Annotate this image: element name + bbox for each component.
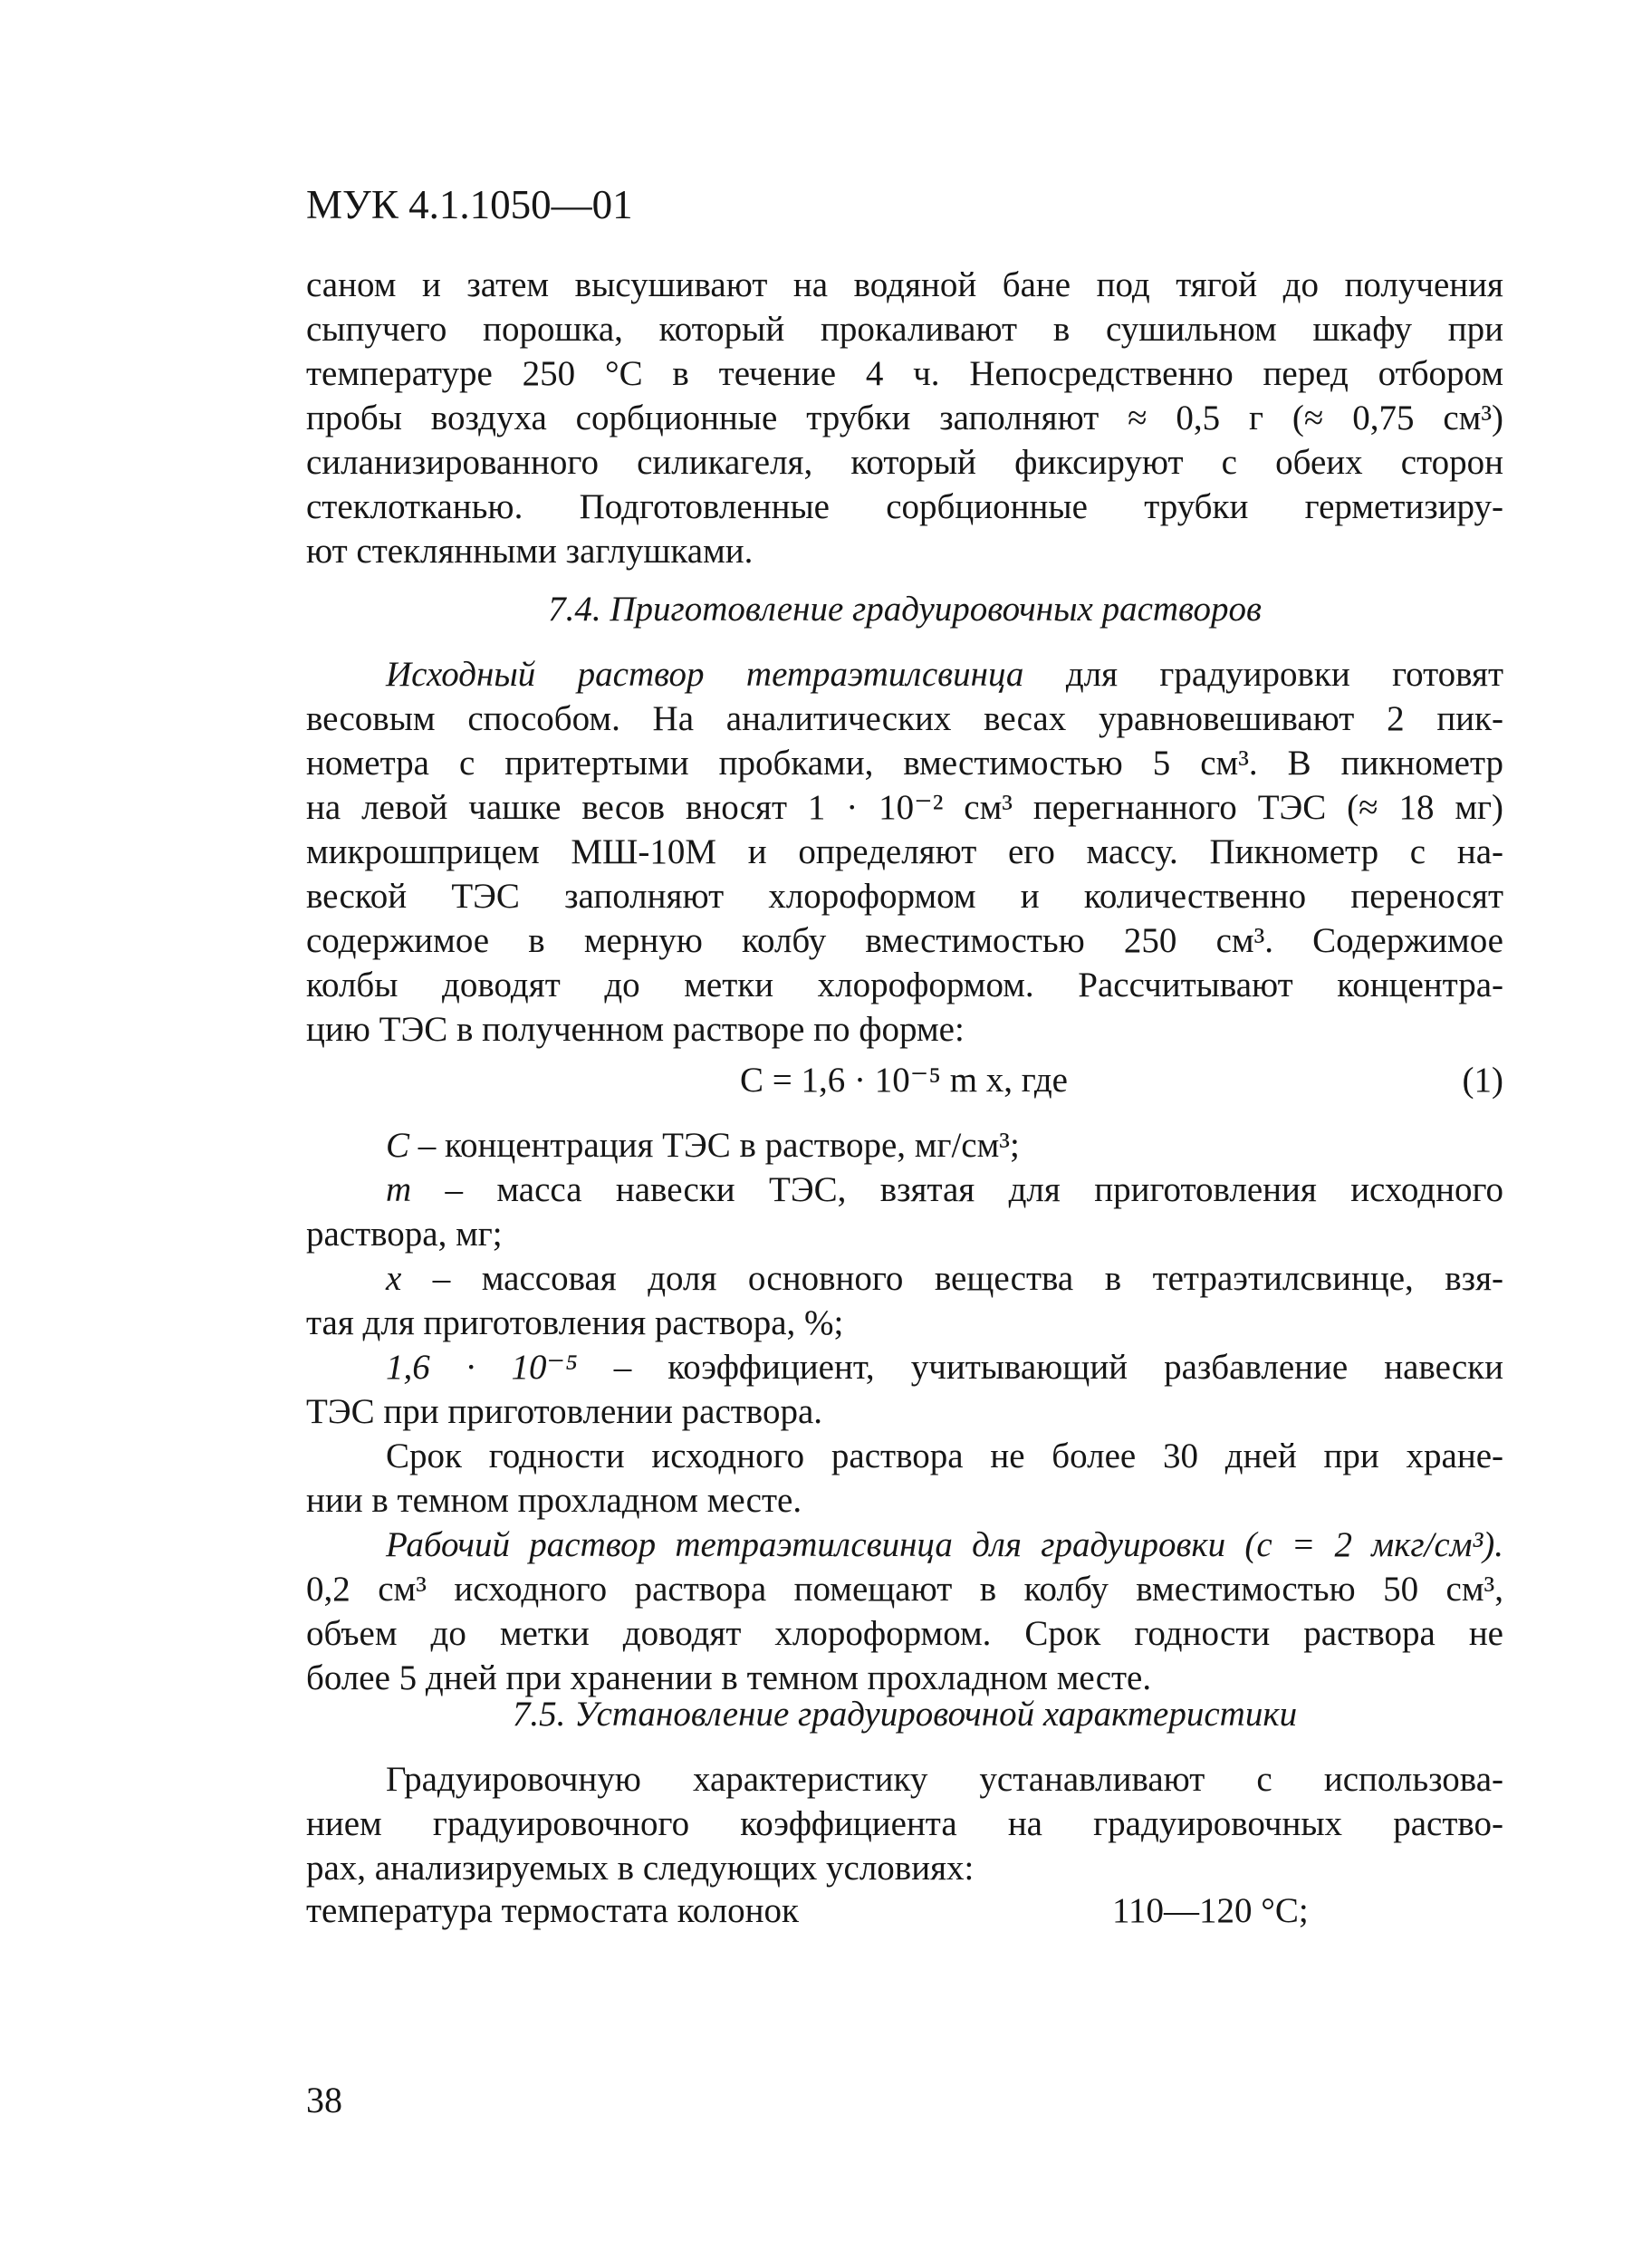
paragraph-working-solution <box>306 1523 1503 1700</box>
text-line: 0,2 см³ исходного раствора помещают в колбу вместимостью 50 см³, <box>306 1570 1503 1609</box>
condition-value: 110—120 °С; <box>1112 1891 1309 1930</box>
condition-label: температура термостата колонок <box>306 1891 799 1930</box>
text-line: ют стеклянными заглушками. <box>306 532 754 571</box>
symbol-c: С <box>386 1126 410 1165</box>
paragraph-sorbent-preparation <box>306 263 1503 573</box>
definition-text: – коэффициент, учитывающий разбавление навески <box>577 1348 1503 1387</box>
page-number: 38 <box>306 2080 342 2120</box>
paragraph-calibration <box>306 1757 1503 1890</box>
text-line: колбы доводят до метки хлороформом. Рассчитывают концентра- <box>306 966 1503 1004</box>
formula-expression: С = 1,6 · 10⁻⁵ m x, где <box>740 1061 1068 1100</box>
definition-coefficient <box>306 1345 1503 1389</box>
formula-number: (1) <box>1462 1061 1503 1100</box>
text-line: раствора, мг; <box>306 1215 503 1254</box>
text-line: объем до метки доводят хлороформом. Срок годности раствора не <box>306 1614 1503 1653</box>
formula-definitions <box>306 1123 1503 1434</box>
section-heading-7-4: 7.4. Приготовление градуировочных растворов <box>548 590 1262 629</box>
formula-row <box>306 1058 1503 1103</box>
text-line: микрошприцем МШ-10М и определяют его массу. Пикнометр с на- <box>306 832 1503 871</box>
definition-text: – массовая доля основного вещества в тетраэтилсвинце, взя- <box>401 1259 1503 1298</box>
text-line: нии в темном прохладном месте. <box>306 1481 802 1520</box>
text-line: тая для приготовления раствора, %; <box>306 1303 844 1342</box>
text-line: стеклотканью. Подготовленные сорбционные трубки герметизиру- <box>306 487 1503 526</box>
symbol-x: x <box>386 1259 402 1298</box>
paragraph-stock-solution <box>306 652 1503 1052</box>
text-line: на левой чашке весов вносят 1 · 10⁻² см³ перегнанного ТЭС (≈ 18 мг) <box>306 788 1503 827</box>
text-line: цию ТЭС в полученном растворе по форме: <box>306 1010 965 1049</box>
text-line: рах, анализируемых в следующих условиях: <box>306 1849 975 1888</box>
text-line: силанизированного силикагеля, который фиксируют с обеих сторон <box>306 443 1503 482</box>
definition-text: – масса навески ТЭС, взятая для приготовления исходного <box>411 1170 1503 1209</box>
text-line: нием градуировочного коэффициента на градуировочных раство- <box>306 1804 1503 1843</box>
stock-solution-term: Исходный раствор тетраэтилсвинца <box>386 655 1024 694</box>
text-line: веской ТЭС заполняют хлороформом и количественно переносят <box>306 877 1503 916</box>
section-heading-7-5: 7.5. Установление градуировочной характеристики <box>512 1695 1298 1734</box>
text-line: Градуировочную характеристику устанавливают с использова- <box>386 1760 1503 1799</box>
text-line: более 5 дней при хранении в темном прохладном месте. <box>306 1658 1152 1697</box>
definition-c <box>306 1123 1503 1168</box>
text-line: Срок годности исходного раствора не более 30 дней при хране- <box>386 1437 1503 1475</box>
document-code-header: МУК 4.1.1050—01 <box>306 182 633 227</box>
text-line: температуре 250 °С в течение 4 ч. Непосредственно перед отбором <box>306 354 1503 393</box>
text-line: пробы воздуха сорбционные трубки заполняют ≈ 0,5 г (≈ 0,75 см³) <box>306 399 1503 437</box>
definition-x <box>306 1256 1503 1301</box>
symbol-m: m <box>386 1170 412 1209</box>
text-line: саном и затем высушивают на водяной бане под тягой до получения <box>306 265 1503 304</box>
text-fragment: для градуировки готовят <box>1023 655 1503 694</box>
text-line <box>306 652 1503 697</box>
text-line: весовым способом. На аналитических весах уравновешивают 2 пик- <box>306 699 1503 738</box>
text-line: сыпучего порошка, который прокаливают в сушильном шкафу при <box>306 310 1503 349</box>
text-line: нометра с притертыми пробками, вместимостью 5 см³. В пикнометр <box>306 744 1503 783</box>
text-line: содержимое в мерную колбу вместимостью 250 см³. Содержимое <box>306 921 1503 960</box>
working-solution-term: Рабочий раствор тетраэтилсвинца для градуировки (с = 2 мкг/см³). <box>386 1525 1503 1564</box>
definition-text: – концентрация ТЭС в растворе, мг/см³; <box>409 1126 1020 1165</box>
definition-m <box>306 1168 1503 1212</box>
symbol-coefficient: 1,6 · 10⁻⁵ <box>386 1348 578 1387</box>
paragraph-shelf-life <box>306 1434 1503 1523</box>
text-line: ТЭС при приготовлении раствора. <box>306 1392 823 1431</box>
